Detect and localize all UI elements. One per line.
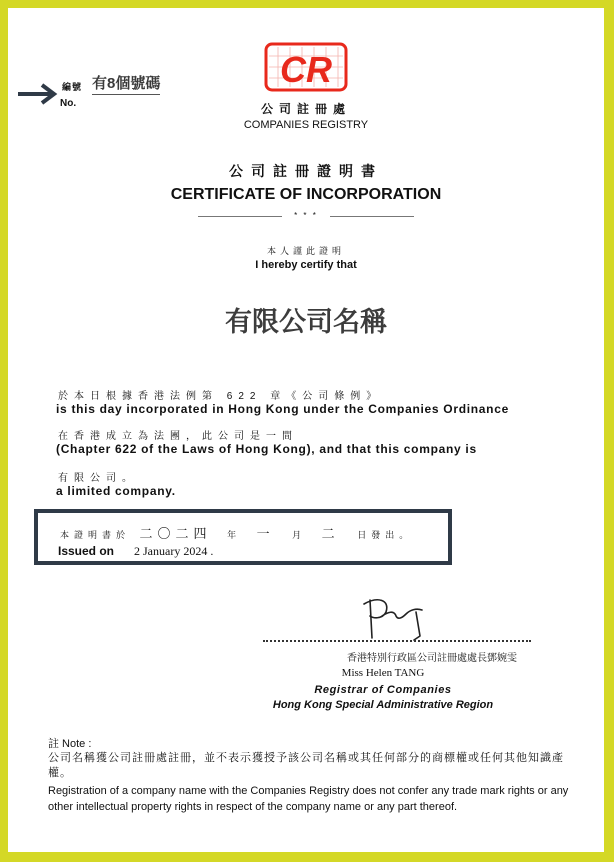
issued-date-zh bbox=[60, 523, 413, 542]
body-line2-zh: 在香港成立為法團，此公司是一間 bbox=[58, 431, 298, 442]
issue-zh-day: 二 bbox=[321, 526, 340, 541]
issue-zh-month: 一 bbox=[256, 526, 275, 541]
issue-zh-year: 二〇二四 bbox=[139, 526, 212, 541]
note-title: 註 Note : bbox=[48, 738, 92, 750]
issued-on-label: Issued on bbox=[58, 544, 115, 558]
registry-name-zh: 公司註冊處 bbox=[260, 102, 351, 116]
certify-text-en: I hereby certify that bbox=[255, 259, 357, 271]
registrar-title-en: Registrar of Companies bbox=[314, 684, 452, 696]
certify-text-zh: 本人謹此證明 bbox=[266, 246, 345, 256]
certificate-title-en: CERTIFICATE OF INCORPORATION bbox=[170, 186, 442, 203]
registry-name-en: COMPANIES REGISTRY bbox=[243, 119, 369, 131]
number-label-en: No. bbox=[60, 98, 77, 109]
signature-dotted-line bbox=[263, 640, 531, 642]
body-line1-en: is this day incorporated in Hong Kong under the Companies Ordinance bbox=[56, 402, 509, 416]
logo-text: CR bbox=[280, 49, 332, 90]
body-line3-en: a limited company. bbox=[56, 484, 176, 498]
registrar-title-zh: 香港特別行政區公司註冊處處長鄧婉雯 bbox=[347, 653, 517, 664]
issued-date-en: 2 January 2024 . bbox=[134, 544, 214, 558]
issue-zh-month-unit: 月 bbox=[292, 530, 307, 540]
certificate-title-zh: 公司註冊證明書 bbox=[229, 163, 383, 179]
company-name: 有限公司名稱 bbox=[225, 307, 387, 337]
registrar-name: Miss Helen TANG bbox=[341, 667, 425, 679]
issued-date-box bbox=[34, 509, 452, 565]
issue-zh-prefix: 本證明書於 bbox=[60, 530, 131, 540]
registrar-signature bbox=[358, 590, 428, 642]
arrow-right-icon bbox=[16, 82, 60, 106]
certificate-sheet bbox=[8, 8, 604, 852]
issue-zh-suffix: 日發出。 bbox=[357, 530, 414, 540]
title-divider bbox=[198, 211, 414, 221]
certificate-number: 有8個號碼 bbox=[92, 72, 160, 95]
companies-registry-logo bbox=[264, 42, 348, 92]
body-line3-zh: 有限公司。 bbox=[58, 473, 138, 484]
issue-zh-year-unit: 年 bbox=[227, 530, 242, 540]
note-text-zh: 公司名稱獲公司註冊處註冊，並不表示獲授予該公司名稱或其任何部分的商標權或任何其他知識產權。 bbox=[48, 752, 564, 779]
divider-stars: * * * bbox=[294, 211, 318, 220]
note-text-en: Registration of a company name with the Companies Registry does not confer any trade mark rights or any other intellectual property rights in respect of the company name or any part thereof. bbox=[48, 785, 569, 813]
divider-line-right bbox=[330, 216, 414, 217]
divider-line-left bbox=[198, 216, 282, 217]
number-label-zh: 編號 bbox=[62, 82, 83, 92]
registrar-region: Hong Kong Special Administrative Region bbox=[272, 699, 494, 711]
body-line1-zh: 於本日根據香港法例第 622 章《公司條例》 bbox=[58, 391, 383, 402]
body-line2-en: (Chapter 622 of the Laws of Hong Kong), and that this company is bbox=[56, 442, 477, 456]
